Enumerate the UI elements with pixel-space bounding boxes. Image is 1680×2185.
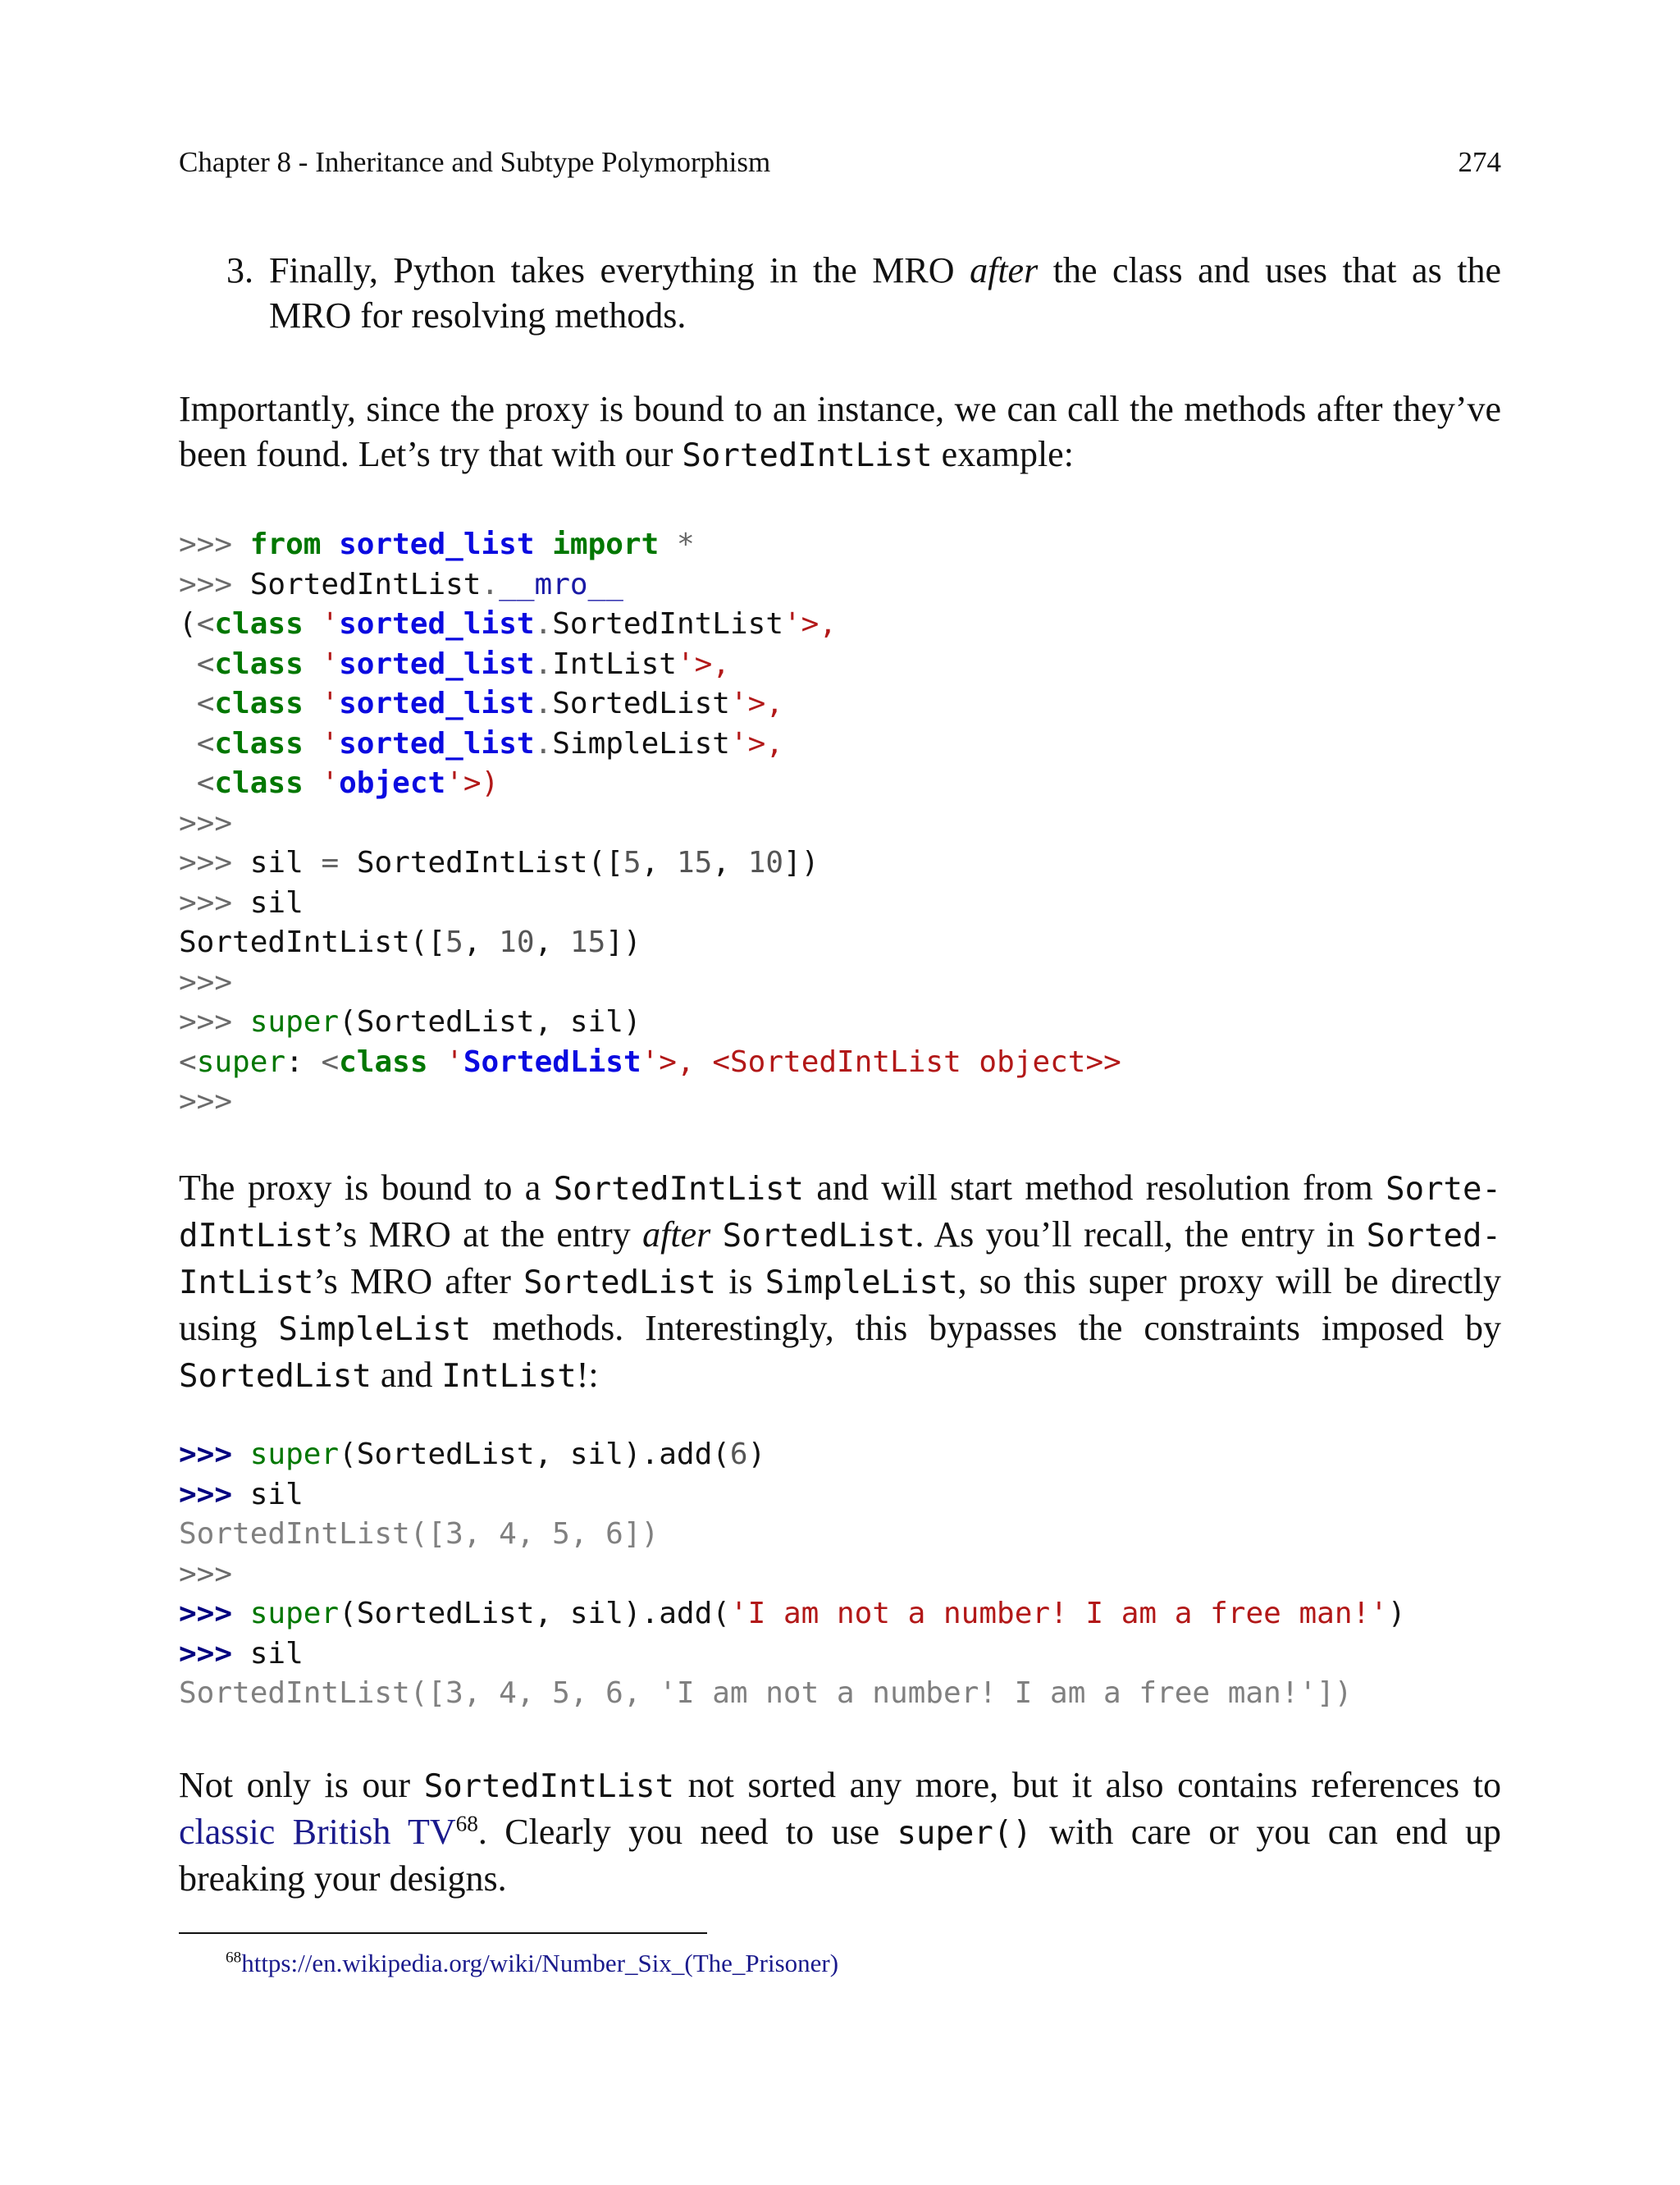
code-line: [179, 645, 1501, 685]
code-name: SortedIntList([: [356, 846, 623, 880]
emphasis-after: after: [970, 250, 1039, 290]
text-span: methods. Interestingly, this bypasses the constraints imposed by: [471, 1308, 1501, 1348]
code-punct: ,: [641, 846, 660, 880]
code-operator: .: [481, 567, 500, 601]
code-string: '>,: [676, 647, 730, 681]
emphasis-after: after: [642, 1214, 711, 1255]
code-builtin: super: [196, 1045, 286, 1079]
code-operator: *: [676, 528, 695, 561]
code-keyword: class: [339, 1045, 428, 1079]
code-number: 15: [676, 846, 713, 880]
inline-code: IntList: [441, 1358, 577, 1395]
text-span: , so this super proxy will be directly using: [179, 1261, 1501, 1348]
code-punct: (: [179, 607, 197, 641]
code-args: (SortedList, sil).add(: [339, 1597, 730, 1630]
code-string: '>): [445, 766, 500, 800]
code-prompt: >>>: [179, 1636, 233, 1671]
paragraph-intro: [179, 386, 1501, 478]
inline-code: super(): [897, 1815, 1032, 1852]
text-span: . Clearly you need to use: [477, 1812, 897, 1852]
code-prompt: >>>: [179, 528, 233, 561]
code-operator: .: [534, 687, 553, 720]
link-classic-british-tv[interactable]: classic British TV: [179, 1812, 456, 1852]
code-line: [179, 884, 1501, 924]
text-span: Finally, Python takes everything in the MRO: [269, 250, 970, 290]
footnote: [226, 1948, 838, 1979]
code-name: sil: [249, 846, 304, 880]
code-number: 5: [445, 926, 463, 959]
inline-code: SortedIntList: [423, 1768, 674, 1805]
code-operator: .: [534, 647, 553, 681]
chapter-title: Chapter 8 - Inheritance and Subtype Polymorphism: [179, 146, 771, 178]
code-output: SortedIntList([3, 4, 5, 6, 'I am not a number! I am a free man!']): [179, 1676, 1353, 1710]
code-string: ': [321, 726, 340, 761]
code-prompt: >>>: [179, 846, 233, 880]
text-span: ’s MRO after: [313, 1261, 524, 1301]
list-number: 3.: [226, 250, 253, 290]
code-line: [179, 1435, 1501, 1475]
text-span: Not only is our: [179, 1765, 424, 1805]
footnote-divider: [179, 1932, 707, 1934]
code-keyword: class: [214, 647, 304, 681]
code-operator: <: [196, 607, 215, 641]
text-span: !:: [576, 1355, 599, 1395]
running-header: [179, 146, 1501, 179]
code-line: [179, 963, 1501, 1003]
code-module: sorted_list: [339, 528, 535, 561]
code-prompt: >>>: [179, 1477, 233, 1511]
code-operator: <: [196, 766, 215, 800]
text-span: not sorted any more, but it also contains references to: [673, 1765, 1501, 1805]
code-prompt: >>>: [179, 1085, 233, 1118]
code-line: [179, 684, 1501, 725]
code-name: SortedList: [463, 1045, 641, 1079]
code-line: [179, 1515, 1501, 1555]
code-line: [179, 1003, 1501, 1043]
code-keyword: class: [214, 766, 304, 800]
text-span: and: [371, 1355, 442, 1395]
code-module: sorted_list: [339, 726, 535, 761]
code-punct: ,: [463, 926, 482, 959]
inline-code: SortedIntList: [553, 1171, 804, 1208]
code-punct: ,: [712, 846, 731, 880]
code-name: SortedIntList: [249, 567, 482, 601]
code-line: [179, 764, 1501, 804]
code-line: [179, 605, 1501, 645]
code-line: [179, 1594, 1501, 1634]
inline-code: SortedList: [523, 1264, 716, 1301]
code-name: SortedList: [552, 687, 730, 720]
code-string: '>,: [729, 726, 784, 761]
code-string: ': [321, 607, 340, 641]
code-line: [179, 1043, 1501, 1083]
code-name: sil: [249, 885, 304, 920]
code-line: [179, 923, 1501, 963]
page-number: 274: [1458, 146, 1501, 178]
code-line: [179, 843, 1501, 884]
code-prompt: >>>: [179, 567, 233, 601]
code-builtin: super: [249, 1438, 340, 1471]
code-operator: .: [534, 607, 553, 641]
text-span: [710, 1214, 722, 1255]
code-keyword: class: [214, 687, 304, 720]
inline-code: Sorte-dIntList: [179, 1171, 1501, 1255]
code-name: SortedIntList: [552, 607, 783, 641]
code-args: (SortedList, sil).add(: [339, 1438, 730, 1471]
code-line: [179, 565, 1501, 606]
code-string: '>,: [783, 607, 838, 641]
code-operator: <: [196, 687, 215, 720]
list-item-text: [269, 248, 1501, 338]
code-keyword: class: [214, 607, 304, 641]
code-line: [179, 804, 1501, 844]
code-operator: <: [321, 1045, 340, 1079]
code-number: 6: [729, 1438, 748, 1471]
code-number: 5: [623, 846, 641, 880]
code-output: SortedIntList([3, 4, 5, 6]): [179, 1517, 660, 1551]
code-number: 15: [569, 926, 606, 959]
code-keyword: from: [249, 528, 322, 561]
code-operator: =: [321, 846, 340, 880]
code-name: IntList: [552, 647, 677, 681]
text-span: with care or you can end up breaking your designs.: [179, 1812, 1501, 1899]
code-operator: <: [179, 1045, 197, 1079]
code-punct: ]): [605, 926, 641, 959]
text-span: . As you’ll recall, the entry in: [915, 1214, 1367, 1255]
text-span: Importantly, since the proxy is bound to an instance, we can call the methods after they’ve been found. Let’s try that with our: [179, 389, 1501, 474]
code-number: 10: [499, 926, 535, 959]
text-span: the class and uses that as the MRO for resolving methods.: [269, 250, 1501, 336]
paragraph-conclusion: [179, 1762, 1501, 1901]
code-module: sorted_list: [339, 687, 535, 720]
code-module: sorted_list: [339, 607, 535, 641]
code-name: object: [339, 766, 446, 800]
inline-code: SimpleList: [765, 1264, 958, 1301]
footnote-ref[interactable]: 68: [455, 1811, 478, 1836]
code-prompt: >>>: [179, 885, 233, 920]
code-builtin: super: [249, 1597, 340, 1630]
code-keyword: class: [214, 726, 304, 761]
code-line: [179, 1634, 1501, 1675]
code-punct: :: [285, 1045, 304, 1079]
text-span: example:: [932, 434, 1074, 474]
code-string: '>, <SortedIntList object>>: [641, 1045, 1121, 1079]
text-span: The proxy is bound to a: [179, 1168, 554, 1208]
inline-code: SortedList: [722, 1218, 915, 1255]
code-number: 10: [747, 846, 784, 880]
code-line: [179, 525, 1501, 565]
footnote-number: 68: [226, 1949, 242, 1967]
code-prompt: >>>: [179, 1005, 233, 1039]
code-line: [179, 1475, 1501, 1515]
inline-code: SortedIntList: [682, 437, 933, 474]
code-punct: ]): [783, 846, 819, 880]
text-span: is: [715, 1261, 765, 1301]
code-operator: <: [196, 726, 215, 761]
code-prompt: >>>: [179, 1556, 233, 1591]
inline-code: SortedList: [179, 1358, 372, 1395]
code-string: ': [321, 766, 340, 800]
code-args: (SortedList, sil): [339, 1005, 641, 1039]
footnote-link[interactable]: https://en.wikipedia.org/wiki/Number_Six_(The_Prisoner): [241, 1949, 839, 1977]
code-operator: .: [534, 726, 553, 761]
code-builtin: super: [249, 1005, 340, 1039]
code-punct: ,: [534, 926, 553, 959]
code-name: sil: [249, 1636, 304, 1671]
code-block-mro: [179, 525, 1501, 1122]
code-block-super-add: [179, 1435, 1501, 1714]
code-string: ': [321, 647, 340, 681]
code-line: [179, 1082, 1501, 1122]
code-line: [179, 725, 1501, 765]
code-operator: <: [196, 647, 215, 681]
code-punct: ): [747, 1438, 766, 1471]
code-line: [179, 1674, 1501, 1714]
code-prompt: >>>: [179, 806, 233, 840]
inline-code: SimpleList: [278, 1311, 472, 1348]
code-string: '>,: [729, 687, 784, 720]
code-prompt: >>>: [179, 965, 233, 999]
inline-code: Sorted-IntList: [179, 1218, 1501, 1301]
code-output: SortedIntList([: [179, 926, 446, 959]
code-keyword: import: [552, 528, 660, 561]
code-punct: ): [1387, 1597, 1406, 1630]
code-string: ': [445, 1045, 463, 1079]
text-span: ’s MRO at the entry: [332, 1214, 643, 1255]
code-line: [179, 1555, 1501, 1595]
numbered-list-item: [226, 248, 1501, 338]
code-attribute: __mro__: [499, 567, 623, 601]
text-span: and will start method resolution from: [803, 1168, 1386, 1208]
code-module: sorted_list: [339, 647, 535, 681]
code-string: 'I am not a number! I am a free man!': [729, 1597, 1388, 1630]
code-prompt: >>>: [179, 1597, 233, 1630]
code-name: sil: [249, 1477, 304, 1511]
code-prompt: >>>: [179, 1438, 233, 1471]
paragraph-proxy-explanation: [179, 1165, 1501, 1399]
code-string: ': [321, 687, 340, 720]
code-name: SimpleList: [552, 726, 730, 761]
